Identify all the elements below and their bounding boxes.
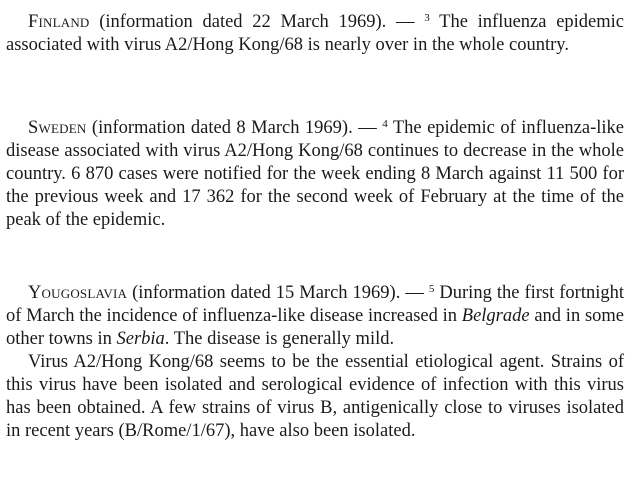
report-paragraph: [6, 11, 624, 57]
country-name: Yougoslavia: [28, 283, 128, 303]
report-date: (information dated 15 March 1969). —: [132, 283, 429, 303]
report-paragraph: [6, 282, 624, 351]
footnote-ref: 4: [382, 118, 388, 130]
country-name: Finland: [28, 12, 90, 32]
country-name: Sweden: [28, 118, 87, 138]
report-date: (information dated 8 March 1969). —: [91, 118, 383, 138]
report-finland: [6, 11, 624, 57]
report-text: The influenza epidemic associated with virus A2/Hong Kong/68 is nearly over in the whole country.: [6, 12, 625, 55]
place-name: Serbia: [116, 329, 165, 349]
report-text: and in some other towns in: [6, 306, 624, 349]
place-name: Belgrade: [461, 306, 530, 326]
report-text: The epidemic of influenza-like disease associated with virus A2/Hong Kong/68 continues to decrease in the whole country. 6 870 cases were notified for the week ending 8 March against 11 500 for the previous week and 17 362 for the second week of February at the time of the peak of the epidemic.: [6, 118, 624, 230]
report-sweden: [6, 117, 624, 232]
footnote-ref: 5: [428, 283, 435, 295]
report-paragraph: Virus A2/Hong Kong/68 seems to be the essential etiological agent. Strains of this virus have been isolated and serological evidence of infection with this virus has been obtained. A few strains of virus B, antigenically close to viruses isolated in recent years (B/Rome/1/67), have also been isolated.: [6, 352, 624, 441]
report-text: . The disease is generally mild.: [164, 329, 395, 349]
report-paragraph: [6, 117, 624, 232]
report-text: During the first fortnight of March the incidence of influenza-like disease increased in: [6, 283, 625, 326]
footnote-ref: 3: [424, 12, 430, 24]
report-date: (information dated 22 March 1969). —: [99, 12, 425, 32]
report-yougoslavia: [6, 282, 624, 443]
